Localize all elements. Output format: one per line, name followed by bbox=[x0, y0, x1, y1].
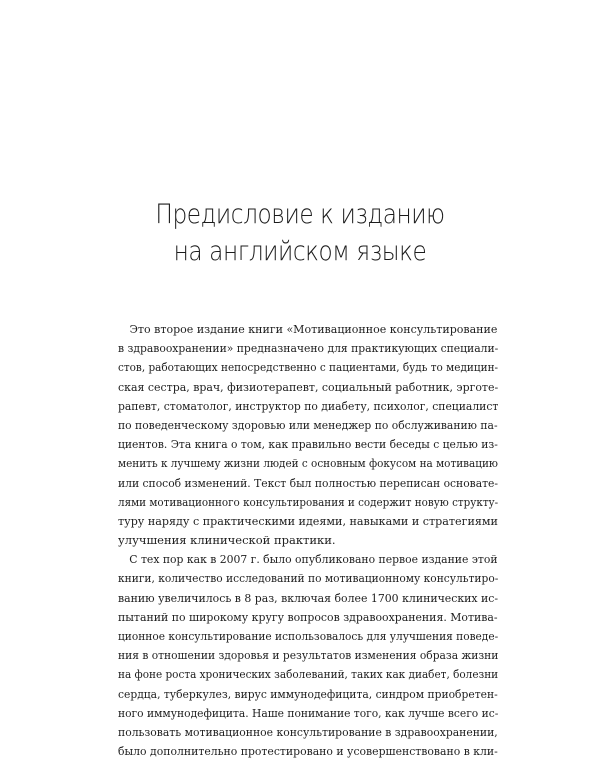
paragraph-1-line: по поведенческому здоровью или менеджер по обслуживанию па- bbox=[118, 417, 498, 432]
paragraph-1-line: туру наряду с практическими идеями, навыками и стратегиями bbox=[118, 513, 498, 528]
paragraph-2-line: пытаний по широкому кругу вопросов здравоохранения. Мотива- bbox=[118, 609, 498, 624]
paragraph-2-line: книги, количество исследований по мотивационному консультиро- bbox=[118, 571, 499, 586]
paragraph-1-line: или способ изменений. Текст был полностью переписан основате- bbox=[118, 475, 499, 490]
paragraph-1-line: улучшения клинической практики. bbox=[118, 533, 336, 548]
body-text bbox=[118, 320, 498, 761]
title-line-1: Предисловие к изданию bbox=[155, 199, 445, 230]
paragraph-1-line: ская сестра, врач, физиотерапевт, социальный работник, эрготе- bbox=[118, 379, 499, 394]
paragraph-1-line: менить к лучшему жизни людей с основным фокусом на мотивацию bbox=[118, 456, 499, 471]
paragraph-1-line: рапевт, стоматолог, инструктор по диабету, психолог, специалист bbox=[118, 398, 499, 413]
paragraph-1-line: Это второе издание книги «Мотивационное консультирование bbox=[129, 322, 498, 336]
paragraph-1-line: лями мотивационного консультирования и содержит новую структу- bbox=[118, 494, 499, 509]
paragraph-2-line: было дополнительно протестировано и усовершенствовано в кли- bbox=[118, 744, 498, 759]
paragraph-2-line: ния в отношении здоровья и результатов изменения образа жизни bbox=[118, 648, 499, 663]
paragraph-2-line: сердца, туберкулез, вирус иммунодефицита, синдром приобретен- bbox=[118, 686, 498, 701]
title-line-2: на английском языке bbox=[173, 236, 427, 267]
paragraph-1-line: в здравоохранении» предназначено для практикующих специали- bbox=[118, 341, 499, 356]
paragraph-2-line: С тех пор как в 2007 г. было опубликовано первое издание этой bbox=[129, 552, 498, 567]
paragraph-2-line: на фоне роста хронических заболеваний, таких как диабет, болезни bbox=[118, 667, 499, 682]
paragraph-2-line: пользовать мотивационное консультирование в здравоохранении, bbox=[118, 724, 498, 739]
page-title bbox=[42, 196, 558, 270]
paragraph-2-line: ванию увеличилось в 8 раз, включая более 1700 клинических ис- bbox=[118, 590, 499, 605]
paragraph-1-line: стов, работающих непосредственно с пациентами, будь то медицин- bbox=[118, 360, 499, 375]
paragraph-2-line: ционное консультирование использовалось для улучшения поведе- bbox=[118, 629, 499, 643]
paragraph-1-line: циентов. Эта книга о том, как правильно вести беседы с целью из- bbox=[118, 437, 498, 452]
paragraph-2-line: ного иммунодефицита. Наше понимание того, как лучше всего ис- bbox=[118, 705, 499, 720]
